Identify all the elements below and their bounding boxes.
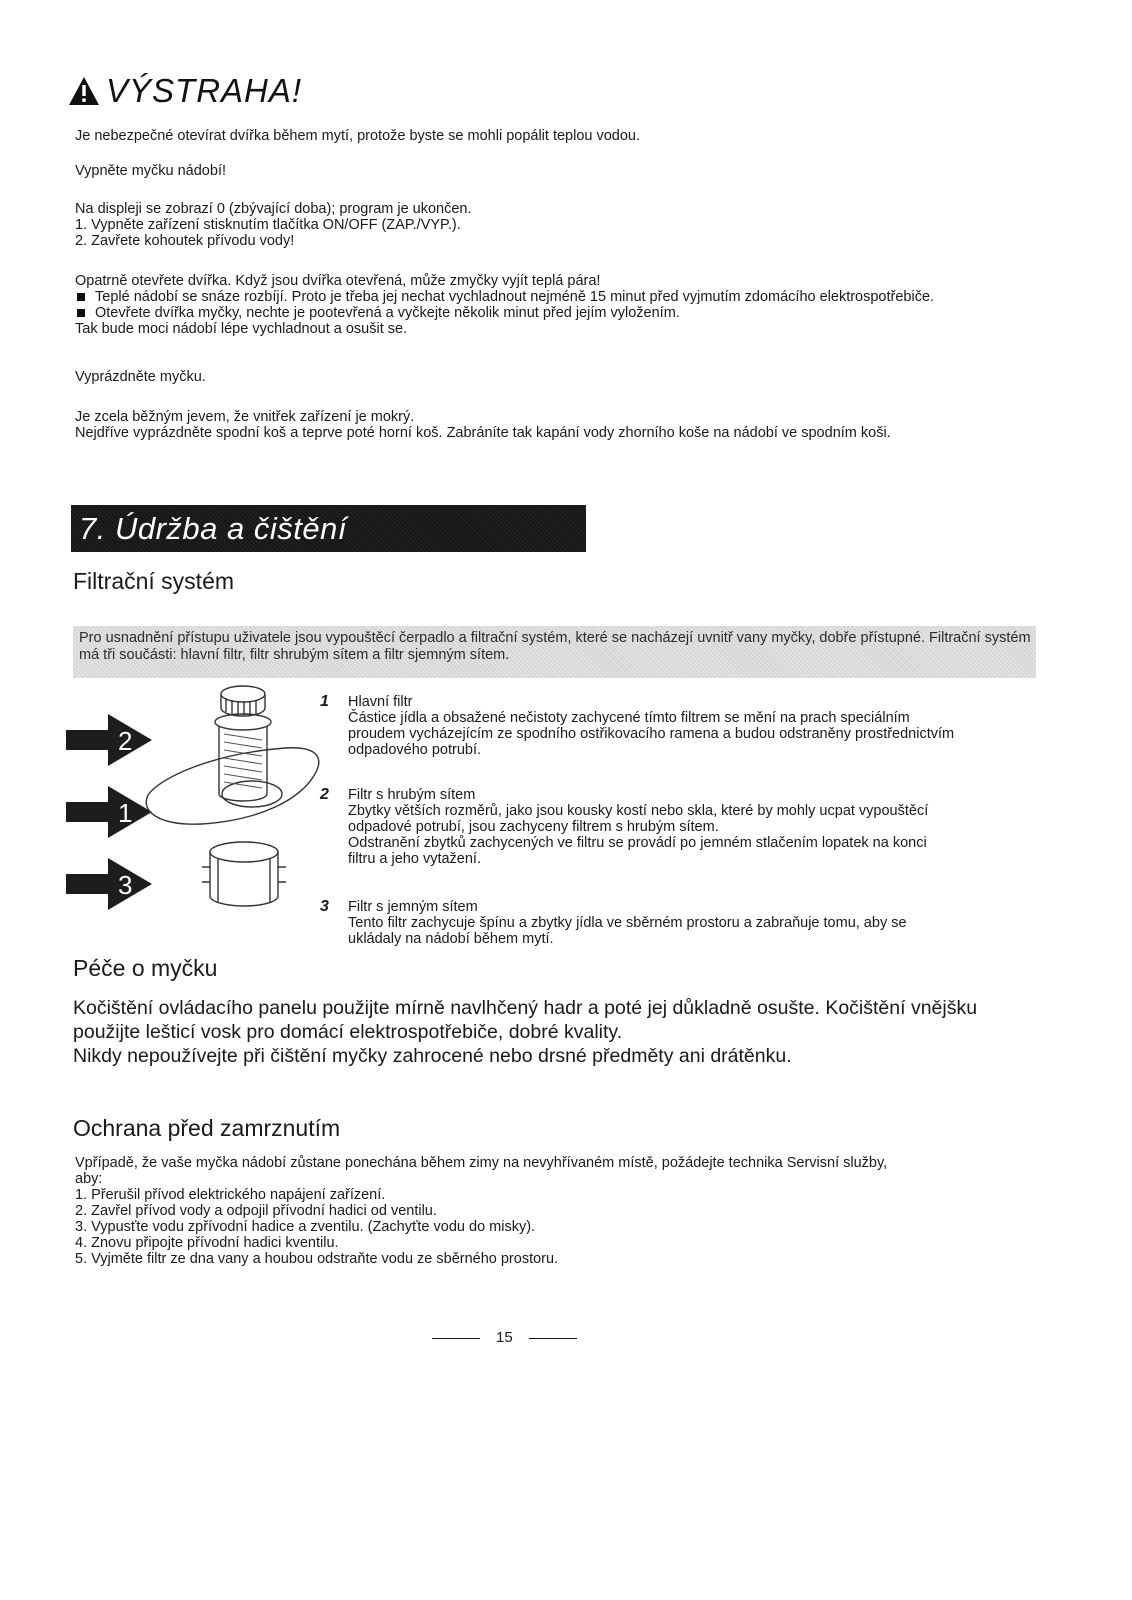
care-text [73, 996, 1038, 1068]
text-line: 2. Zavřel přívod vody a odpojil přívodní hadici od ventilu. [75, 1203, 437, 1219]
item-title: Filtr s hrubým sítem [348, 787, 476, 803]
warning-paragraph-1: Je nebezpečné otevírat dvířka během mytí, protože byste se mohli popálit teplou vodou. [75, 128, 641, 144]
care-heading: Péče o myčku [73, 955, 218, 981]
page-number: 15 [496, 1329, 513, 1346]
text-line: 1. Přerušil přívod elektrického napájení zařízení. [75, 1187, 386, 1203]
text-line: použijte lešticí vosk pro domácí elektrospotřebiče, dobré kvality. [73, 1021, 623, 1043]
text-line: ukládaly na nádobí během mytí. [348, 931, 554, 947]
item-title: Filtr s jemným sítem [348, 899, 478, 915]
warning-triangle-icon [68, 76, 100, 106]
warning-paragraph-2: Vypněte myčku nádobí! [75, 163, 226, 179]
text-line: Na displeji se zobrazí 0 (zbývající doba); program je ukončen. [75, 201, 472, 217]
text-line: 2. Zavřete kohoutek přívodu vody! [75, 233, 295, 249]
text-line: 5. Vyjměte filtr ze dna vany a houbou odstraňte vodu ze sběrného prostoru. [75, 1251, 559, 1267]
filter-info-box [73, 626, 1036, 678]
frost-heading: Ochrana před zamrznutím [73, 1115, 341, 1141]
arrow-label: 2 [118, 726, 133, 756]
text-line: filtru a jeho vytažení. [348, 851, 481, 867]
page-footer [432, 1330, 577, 1346]
arrow-label: 3 [118, 870, 133, 900]
text-line: Je zcela běžným jevem, že vnitřek zařízení je mokrý. [75, 409, 415, 425]
footer-rule [529, 1338, 577, 1339]
item-title: Hlavní filtr [348, 694, 413, 710]
text-line: Nikdy nepoužívejte při čištění myčky zahrocené nebo drsné předměty ani drátěnku. [73, 1045, 792, 1067]
warning-title: VÝSTRAHA! [106, 72, 303, 109]
filter-system-illustration [140, 682, 330, 940]
warning-paragraph-3 [75, 201, 1035, 249]
bullet-text: Teplé nádobí se snáze rozbíjí. Proto je třeba jej nechat vychladnout nejméně 15 minut před vyjmutím zdomácího elektrospotřebiče. [95, 289, 935, 305]
bullet-square-icon [77, 293, 85, 301]
warning-heading [68, 72, 302, 110]
filter-item-coarse [348, 787, 1038, 867]
text-line: 3. Vypusťte vodu zpřívodní hadice a zventilu. (Zachyťte vodu do misky). [75, 1219, 536, 1235]
text-line: proudem vycházejícím ze spodního ostřikovacího ramena a budou odstraněny prostřednictvím [348, 726, 955, 742]
filter-item-fine [348, 899, 1038, 947]
text-line: 4. Znovu připojte přívodní hadici kventilu. [75, 1235, 339, 1251]
text-line: odpadového potrubí. [348, 742, 482, 758]
item-number: 2 [320, 786, 329, 803]
text-line: Nejdříve vyprázdněte spodní koš a teprve poté horní koš. Zabráníte tak kapání vody zhorního koše na nádobí ve spodním koši. [75, 425, 891, 441]
warning-paragraph-6 [75, 409, 1035, 441]
filter-item-main [348, 694, 1038, 758]
filter-info-text: Pro usnadnění přístupu uživatele jsou vypouštěcí čerpadlo a filtrační systém, které se nacházejí uvnitř vany myčky, dobře přístupné. Filtrační systém má tři součásti: hlavní filtr, filtr shrubým sítem a filtr sjemným sítem. [79, 630, 1031, 663]
arrow-label: 1 [118, 798, 133, 828]
text-line: Tak bude moci nádobí lépe vychladnout a osušit se. [75, 321, 408, 337]
item-number: 1 [320, 693, 329, 710]
bullet-item [75, 289, 1035, 305]
footer-rule [432, 1338, 480, 1339]
text-line: aby: [75, 1171, 103, 1187]
filter-heading: Filtrační systém [73, 568, 235, 594]
text-line: Kočištění ovládacího panelu použijte mírně navlhčený hadr a poté jej důkladně osušte. Kočištění vnějšku [73, 997, 978, 1019]
section-title: 7. Údržba a čištění [79, 511, 347, 546]
bullet-item [75, 305, 1035, 321]
text-line: Vpřípadě, že vaše myčka nádobí zůstane ponechána během zimy na nevyhřívaném místě, požádejte technika Servisní služby, [75, 1155, 888, 1171]
warning-paragraph-4 [75, 273, 1035, 337]
item-number: 3 [320, 898, 329, 915]
text-line: odpadové potrubí, jsou zachyceny filtrem s hrubým sítem. [348, 819, 719, 835]
text-line: Opatrně otevřete dvířka. Když jsou dvířka otevřená, může zmyčky vyjít teplá pára! [75, 273, 601, 289]
warning-paragraph-5: Vyprázdněte myčku. [75, 369, 206, 385]
text-line: Částice jídla a obsažené nečistoty zachycené tímto filtrem se mění na prach speciálním [348, 710, 910, 726]
text-line: Tento filtr zachycuje špínu a zbytky jídla ve sběrném prostoru a zabraňuje tomu, aby se [348, 915, 907, 931]
bullet-square-icon [77, 309, 85, 317]
section-title-bar [71, 505, 586, 552]
bullet-text: Otevřete dvířka myčky, nechte je pootevřená a vyčkejte několik minut před jejím vyložením. [95, 305, 680, 321]
frost-text [75, 1155, 1035, 1267]
text-line: 1. Vypněte zařízení stisknutím tlačítka ON/OFF (ZAP./VYP.). [75, 217, 461, 233]
text-line: Zbytky větších rozměrů, jako jsou kousky kostí nebo skla, které by mohly ucpat vypouštěcí [348, 803, 929, 819]
text-line: Odstranění zbytků zachycených ve filtru se provádí po jemném stlačením lopatek na konci [348, 835, 927, 851]
